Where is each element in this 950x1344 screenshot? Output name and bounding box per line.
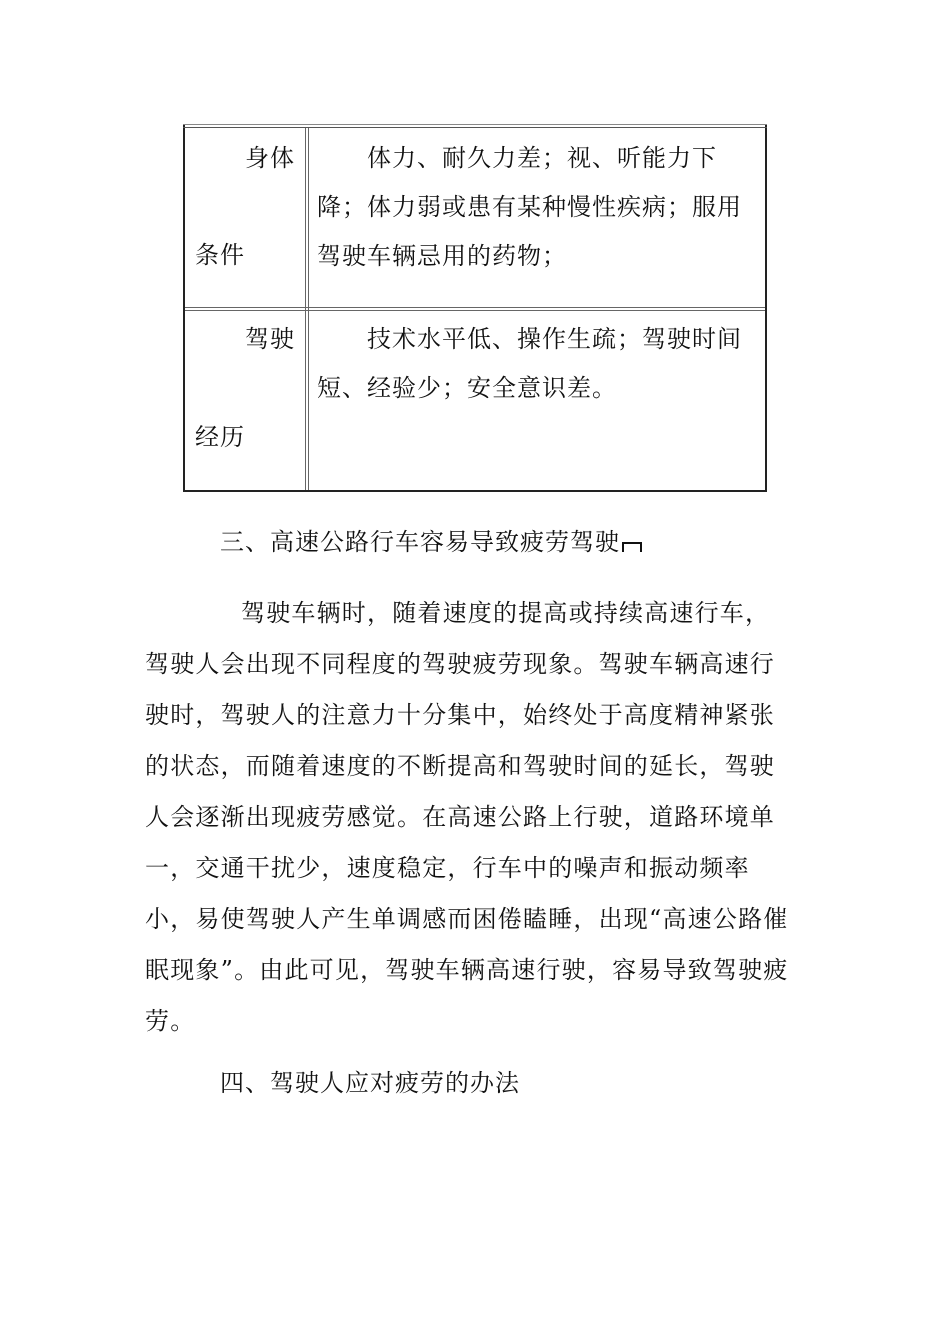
section3-heading-text: 三、高速公路行车容易导致疲劳驾驶 [220,528,620,556]
section3-heading [220,522,642,562]
driver-factors-table [183,124,767,492]
row1-label-line1: 身体 [245,144,295,172]
row2-label-line2: 经历 [195,423,245,451]
table-top-border [183,124,767,128]
row2-description: 技术水平低、操作生疏；驾驶时间短、经验少；安全意识差。 [317,325,742,402]
section3-paragraph: 驾驶车辆时，随着速度的提高或持续高速行车，驾驶人会出现不同程度的驾驶疲劳现象。驾驶车辆高速行驶时，驾驶人的注意力十分集中，始终处于高度精神紧张的状态，而随着速度的不断提高和驾驶时间的延长，驾驶人会逐渐出现疲劳感觉。在高速公路上行驶，道路环境单一，交通干扰少，速度稳定，行车中的噪声和振动频率小，易使驾驶人产生单调感而困倦瞌睡，出现“高速公路催眠现象”。由此可见，驾驶车辆高速行驶，容易导致驾驶疲劳。 [145,599,789,1035]
paragraph-mark-icon [622,542,642,552]
row1-description: 体力、耐久力差；视、听能力下降；体力弱或患有某种慢性疾病；服用驾驶车辆忌用的药物； [317,144,742,270]
row2-label-line1: 驾驶 [245,325,295,353]
row1-label-line2: 条件 [195,241,245,269]
table-row-divider [185,307,765,311]
section4-heading: 四、驾驶人应对疲劳的办法 [220,1069,520,1097]
